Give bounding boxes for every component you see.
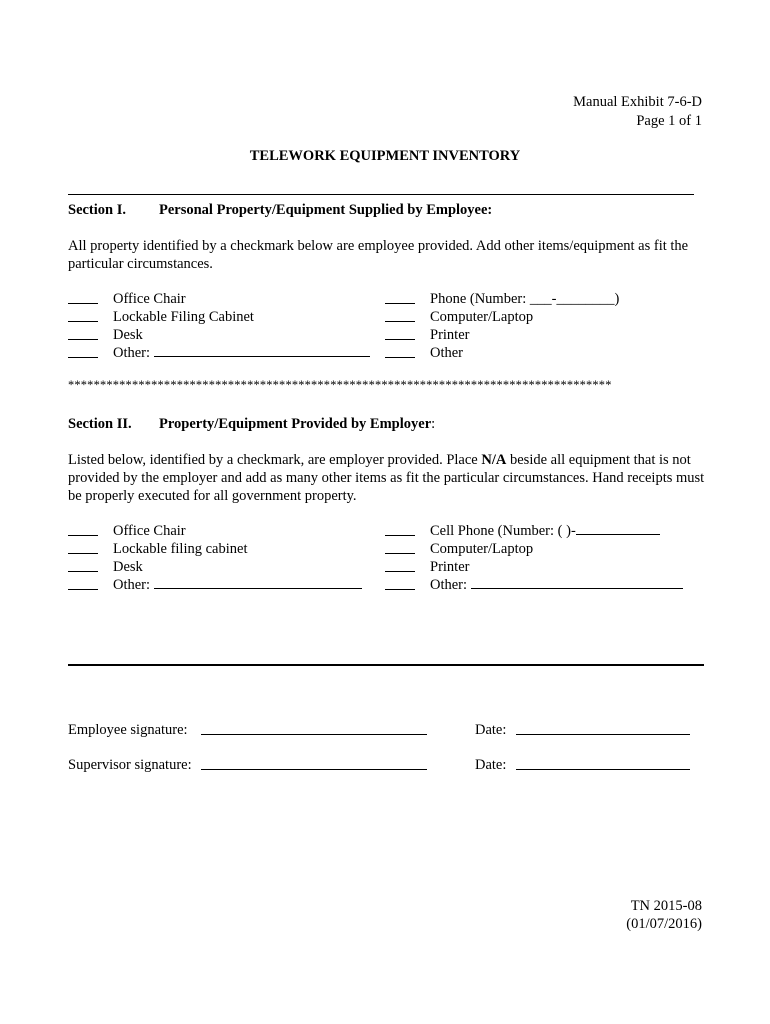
supervisor-date-line[interactable] xyxy=(516,757,690,770)
item-label: Office Chair xyxy=(113,523,186,539)
item-label: Other: xyxy=(430,577,468,593)
checkbox-blank[interactable] xyxy=(385,357,415,358)
item-label: Office Chair xyxy=(113,291,186,307)
page-number: Page 1 of 1 xyxy=(636,113,702,129)
section2-number: Section II. xyxy=(68,416,132,432)
checkbox-blank[interactable] xyxy=(68,357,98,358)
checkbox-blank[interactable] xyxy=(385,589,415,590)
item-label: Computer/Laptop xyxy=(430,541,534,557)
employee-signature-line[interactable] xyxy=(201,722,427,735)
item-label: Desk xyxy=(113,559,143,575)
instructions-part-a: Listed below, identified by a checkmark, are employer provided. Place xyxy=(68,452,482,468)
employee-date-line[interactable] xyxy=(516,722,690,735)
section2-heading: Property/Equipment Provided by Employer xyxy=(159,416,432,432)
checkbox-blank[interactable] xyxy=(385,321,415,322)
asterisk-separator: ************************************************************************************* xyxy=(68,378,612,392)
checkbox-blank[interactable] xyxy=(68,553,98,554)
employee-signature-label: Employee signature: xyxy=(68,722,188,738)
top-rule xyxy=(68,194,694,195)
header-block xyxy=(573,93,702,131)
section2-instructions xyxy=(68,451,708,505)
checkbox-blank[interactable] xyxy=(68,571,98,572)
na-emphasis: N/A xyxy=(481,452,507,468)
other-fill-line[interactable] xyxy=(154,344,370,357)
other-fill-line[interactable] xyxy=(471,576,683,589)
supervisor-signature-label: Supervisor signature: xyxy=(68,757,192,773)
checkbox-blank[interactable] xyxy=(68,589,98,590)
item-label: Printer xyxy=(430,559,470,575)
supervisor-date-label: Date: xyxy=(475,757,507,773)
supervisor-signature-line[interactable] xyxy=(201,757,427,770)
checkbox-blank[interactable] xyxy=(385,339,415,340)
tn-date: (01/07/2016) xyxy=(626,916,702,932)
item-label: Lockable filing cabinet xyxy=(113,541,248,557)
section2-heading-colon: : xyxy=(431,416,436,432)
checkbox-blank[interactable] xyxy=(385,553,415,554)
section1-number: Section I. xyxy=(68,202,126,218)
checkbox-blank[interactable] xyxy=(68,303,98,304)
footer-block xyxy=(626,897,702,933)
other-fill-line[interactable] xyxy=(154,576,362,589)
employee-date-label: Date: xyxy=(475,722,507,738)
item-label: Phone (Number: ___-________) xyxy=(430,291,620,307)
document-title: TELEWORK EQUIPMENT INVENTORY xyxy=(249,148,521,164)
item-label: Printer xyxy=(430,327,470,343)
checkbox-blank[interactable] xyxy=(68,339,98,340)
item-label: Other: xyxy=(113,345,151,361)
item-label: Computer/Laptop xyxy=(430,309,534,325)
checkbox-blank[interactable] xyxy=(385,571,415,572)
item-label: Desk xyxy=(113,327,143,343)
instructions-part-b: beside all equipment that is not provided by the employer and add as many other items as fit the particular circumstances. Hand receipts must be properly executed for all government property. xyxy=(68,452,705,504)
checkbox-blank[interactable] xyxy=(385,535,415,536)
exhibit-number: Manual Exhibit 7-6-D xyxy=(573,94,702,110)
item-label: Cell Phone (Number: ( )- xyxy=(430,523,576,539)
section1-instructions: All property identified by a checkmark below are employee provided. Add other items/equipment as fit the particular circumstances. xyxy=(68,238,689,272)
checkbox-blank[interactable] xyxy=(68,535,98,536)
checkbox-blank[interactable] xyxy=(68,321,98,322)
item-label: Other xyxy=(430,345,464,361)
item-label: Other: xyxy=(113,577,151,593)
section-divider xyxy=(68,664,704,666)
section1-heading: Personal Property/Equipment Supplied by Employee: xyxy=(159,202,493,218)
tn-number: TN 2015-08 xyxy=(630,898,702,914)
phone-fill-line[interactable] xyxy=(576,522,660,535)
section2-heading-wrap xyxy=(159,416,435,433)
checkbox-blank[interactable] xyxy=(385,303,415,304)
item-label: Lockable Filing Cabinet xyxy=(113,309,254,325)
